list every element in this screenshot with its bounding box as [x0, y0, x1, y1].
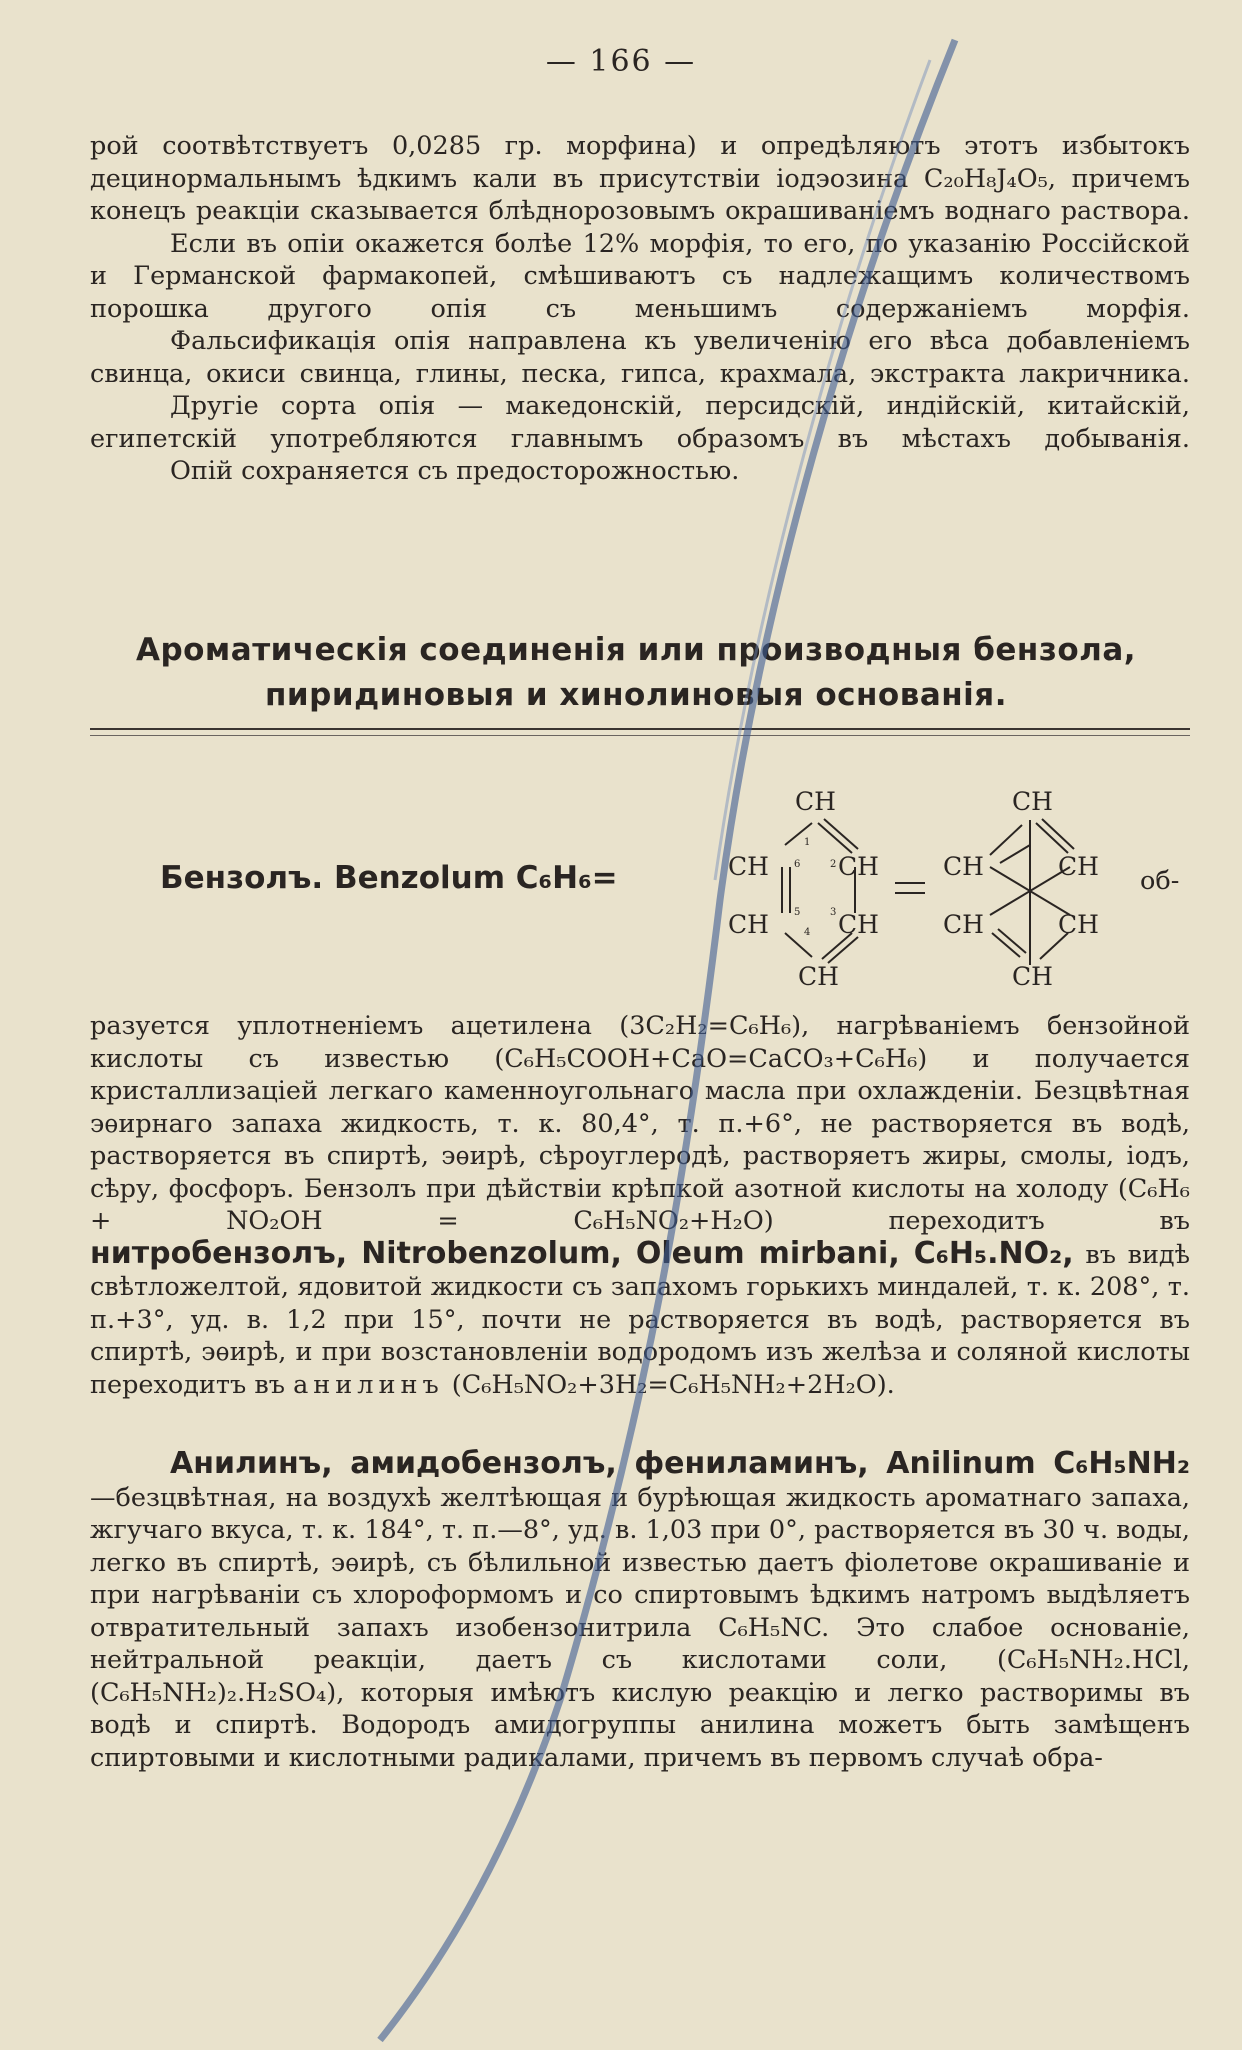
anilin-section — [90, 1448, 1190, 1774]
nitrobenzol-text: въ видѣ свѣтложелтой, ядовитой жидкости съ запахомъ горькихъ миндалей, т. к. 208°, т. п.+3°, уд. в. 1,2 при 15°, почти не растворяется въ водѣ, растворяется въ спиртѣ, эѳирѣ, и при возстановленіи водородомъ изъ желѣза и соляной кислоты переходитъ въ — [90, 1239, 1191, 1400]
anilin-paragraph — [90, 1448, 1190, 1774]
paragraph: разуется уплотненіемъ ацетилена (3C₂H₂=C₆H₆), нагрѣваніемъ бензойной кислоты съ известью (C₆H₅COOH+CaO=CaCO₃+C₆H₆) и получается кристаллизаціей легкаго каменноугольнаго масла при охлажденіи. Безцвѣтная эѳирнаго запаха жидкость, т. к. 80,4°, т. п.+6°, не растворяется въ водѣ, растворяется въ спиртѣ, эѳирѣ, сѣроуглеродѣ, растворяетъ жиры, смолы, іодъ, сѣру, фосфоръ. Бензолъ при дѣйствіи крѣпкой азотной кислоты на холоду (C₆H₆ + NO₂OH = C₆H₅NO₂+H₂O) переходитъ въ — [90, 1011, 1190, 1236]
atom-label: CH — [1058, 910, 1099, 939]
page-number: — 166 — — [545, 44, 697, 79]
ring-number: 1 — [804, 837, 811, 848]
atom-label: CH — [838, 852, 879, 881]
section-heading — [80, 628, 1192, 718]
bond-line — [990, 825, 1022, 855]
benzol-section — [90, 1010, 1190, 1401]
atom-label: CH — [795, 787, 836, 816]
paragraph: Если въ опіи окажется болѣе 12% морфія, то его, по указанію Россійской и Германской фармакопей, смѣшиваютъ съ надлежащимъ количествомъ порошка другого опія съ меньшимъ содержаніемъ морфія. — [90, 228, 1190, 324]
paragraph: Фальсификація опія направлена къ увеличенію его вѣса добавленіемъ свинца, окиси свинца, глины, песка, гипса, крахмала, экстракта лакричника. — [90, 326, 1190, 389]
ring-number: 4 — [804, 927, 811, 938]
heading-line: пиридиновыя и хинолиновыя основанія. — [265, 677, 1007, 713]
atom-label: CH — [728, 910, 769, 939]
ring-number: 6 — [794, 859, 801, 870]
term-anilin: анилинъ — [293, 1369, 444, 1400]
divider — [90, 728, 1190, 730]
benzene-structure-formula — [700, 775, 1120, 1005]
atom-label: CH — [1012, 962, 1053, 991]
atom-label: CH — [728, 852, 769, 881]
benzol-suffix: об- — [1140, 866, 1180, 896]
divider — [90, 735, 1190, 736]
term-nitrobenzol: нитробензолъ, Nitrobenzolum, Oleum mirbani, C₆H₅.NO₂, — [90, 1235, 1074, 1271]
nitrobenzol-paragraph — [90, 1235, 1191, 1402]
atom-label: CH — [798, 962, 839, 991]
ring-number: 5 — [794, 907, 801, 918]
opium-section — [90, 130, 1190, 488]
paragraph: Опій сохраняется съ предосторожностью. — [170, 456, 740, 486]
atom-label: CH — [838, 910, 879, 939]
reaction-formula: (C₆H₅NO₂+3H₂=C₆H₅NH₂+2H₂O). — [451, 1369, 895, 1400]
paragraph: Другіе сорта опія — македонскій, персидскій, индійскій, китайскій, египетскій употребляются главнымъ образомъ въ мѣстахъ добыванія. — [90, 391, 1190, 454]
atom-label: CH — [1012, 787, 1053, 816]
ring-number: 2 — [830, 859, 837, 870]
ring-number: 3 — [830, 907, 837, 918]
atom-label: CH — [943, 910, 984, 939]
anilin-text: —безцвѣтная, на воздухѣ желтѣющая и бурѣющая жидкость ароматнаго запаха, жгучаго вкуса, т. к. 184°, т. п.—8°, уд. в. 1,03 при 0°, растворяется въ 30 ч. воды, легко въ спиртѣ, эѳирѣ, съ бѣлильной известью даетъ фіолетове окрашиваніе и при нагрѣваніи съ хлороформомъ и со спиртовымъ ѣдкимъ натромъ выдѣляетъ отвратительный запахъ изобензонитрила C₆H₅NC. Это слабое основаніе, нейтральной реакціи, даетъ съ кислотами соли, (C₆H₅NH₂.HCl,(C₆H₅NH₂)₂.H₂SO₄), которыя имѣютъ кислую реакцію и легко растворимы въ водѣ и спиртѣ. Водородъ амидогруппы анилина можетъ быть замѣщенъ спиртовыми и кислотными радикалами, причемъ въ первомъ случаѣ обра- — [90, 1482, 1190, 1773]
atom-label: CH — [1058, 852, 1099, 881]
bond-line — [1000, 845, 1030, 863]
paragraph: рой соотвѣтствуетъ 0,0285 гр. морфина) и опредѣляютъ этотъ избытокъ децинормальнымъ ѣдкимъ кали въ присутствіи іодэозина C₂₀H₈J₄O₅, причемъ конецъ реакціи сказывается блѣднорозовымъ окрашиваніемъ воднаго раствора. — [90, 131, 1190, 226]
heading-line: Ароматическія соединенія или производныя бензола, — [135, 632, 1137, 668]
term-anilin-title: Анилинъ, амидобензолъ, фениламинъ, Anilinum C₆H₅NH₂ — [170, 1446, 1190, 1481]
benzene-rings-drawing — [700, 775, 1120, 1005]
atom-label: CH — [943, 852, 984, 881]
benzol-title: Бензолъ. Benzolum C₆H₆= — [160, 860, 618, 896]
